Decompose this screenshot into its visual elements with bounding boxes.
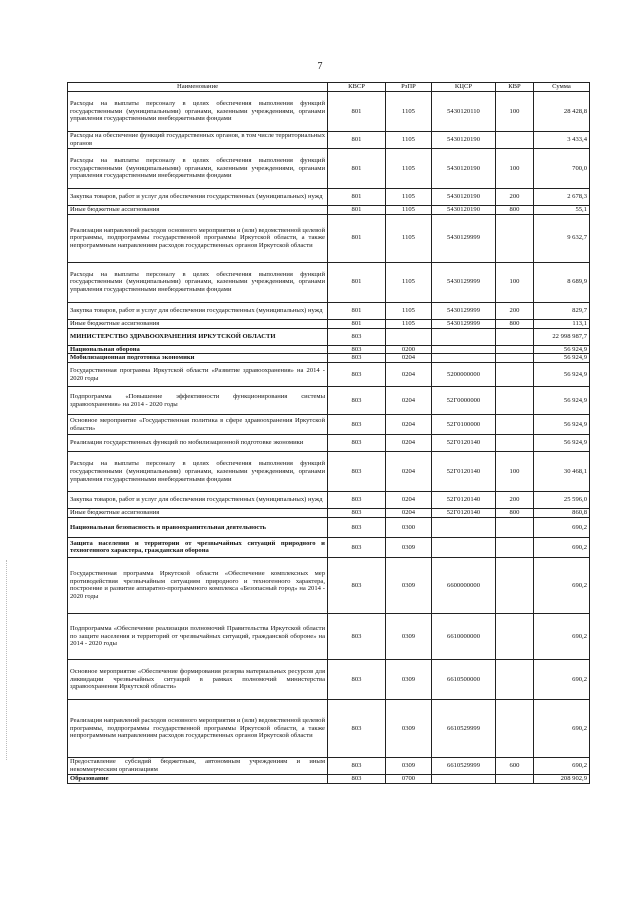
cell-kvsr: 803 [328, 387, 386, 415]
cell-kcsr: 6610529999 [432, 757, 496, 774]
cell-name: Подпрограмма «Обеспечение реализации полномочий Правительства Иркутской области по защите населения и территорий от чрезвычайных ситуаций, гражданской обороне» на 2014 - 2020 годы [68, 613, 328, 659]
cell-kvr: 600 [496, 757, 534, 774]
cell-kcsr: 5430120190 [432, 189, 496, 206]
cell-kvr [496, 363, 534, 387]
cell-kcsr: 52Г0120140 [432, 435, 496, 452]
cell-kcsr: 6600000000 [432, 557, 496, 613]
cell-name: Предоставление субсидий бюджетным, автономным учреждениям и иным некоммерческим организациям [68, 757, 328, 774]
cell-rzpr: 0204 [386, 492, 432, 509]
table-row [68, 149, 590, 189]
cell-kvsr: 801 [328, 189, 386, 206]
cell-kcsr [432, 345, 496, 354]
cell-kvsr: 803 [328, 774, 386, 783]
cell-kcsr: 5430129999 [432, 214, 496, 262]
cell-kvsr: 803 [328, 699, 386, 757]
table-row [68, 517, 590, 537]
cell-kcsr: 6610500000 [432, 659, 496, 699]
table-row [68, 699, 590, 757]
cell-sum: 25 596,0 [534, 492, 590, 509]
header-kvsr: КВСР [328, 83, 386, 92]
table-row [68, 262, 590, 302]
cell-kvsr: 803 [328, 613, 386, 659]
cell-kvr [496, 387, 534, 415]
table-row [68, 328, 590, 345]
table-row [68, 206, 590, 215]
cell-kvsr: 803 [328, 328, 386, 345]
cell-kcsr: 6610000000 [432, 613, 496, 659]
table-body [68, 92, 590, 784]
cell-rzpr: 1105 [386, 149, 432, 189]
cell-rzpr: 0204 [386, 387, 432, 415]
cell-name: Закупка товаров, работ и услуг для обеспечения государственных (муниципальных) нужд [68, 302, 328, 319]
cell-kvsr: 801 [328, 214, 386, 262]
table-row [68, 435, 590, 452]
cell-rzpr: 0309 [386, 537, 432, 557]
table-row [68, 387, 590, 415]
cell-kvsr: 801 [328, 92, 386, 132]
cell-kvsr: 803 [328, 659, 386, 699]
header-sum: Сумма [534, 83, 590, 92]
cell-kvr [496, 345, 534, 354]
header-kcsr: КЦСР [432, 83, 496, 92]
cell-kcsr: 52Г0120140 [432, 509, 496, 518]
cell-name: Закупка товаров, работ и услуг для обеспечения государственных (муниципальных) нужд [68, 492, 328, 509]
cell-kvsr: 803 [328, 517, 386, 537]
cell-kcsr [432, 517, 496, 537]
cell-name: Иные бюджетные ассигнования [68, 319, 328, 328]
cell-sum: 56 924,9 [534, 363, 590, 387]
cell-kvsr: 801 [328, 302, 386, 319]
budget-table [67, 82, 590, 784]
cell-kvr [496, 659, 534, 699]
cell-sum: 690,2 [534, 557, 590, 613]
cell-rzpr: 1105 [386, 319, 432, 328]
cell-name: Расходы на выплаты персоналу в целях обеспечения выполнения функций государственными (муниципальными) органами, казенными учреждениями, органами управления государственными внебюджетными фондами [68, 92, 328, 132]
table-row [68, 302, 590, 319]
cell-name: Закупка товаров, работ и услуг для обеспечения государственных (муниципальных) нужд [68, 189, 328, 206]
cell-sum: 690,2 [534, 613, 590, 659]
cell-name: Мобилизационная подготовка экономики [68, 354, 328, 363]
cell-sum: 829,7 [534, 302, 590, 319]
header-row [68, 83, 590, 92]
cell-kcsr: 5430120110 [432, 92, 496, 132]
cell-kcsr: 5430129999 [432, 302, 496, 319]
cell-kcsr: 52Г0000000 [432, 387, 496, 415]
cell-kcsr: 6610529999 [432, 699, 496, 757]
table-row [68, 774, 590, 783]
cell-kcsr [432, 328, 496, 345]
cell-name: Реализация государственных функций по мобилизационной подготовке экономики [68, 435, 328, 452]
cell-kvr [496, 557, 534, 613]
cell-rzpr: 1105 [386, 206, 432, 215]
table-row [68, 354, 590, 363]
table-row [68, 659, 590, 699]
cell-kvr: 800 [496, 509, 534, 518]
cell-kvr: 200 [496, 302, 534, 319]
cell-sum: 30 468,1 [534, 452, 590, 492]
cell-kvr: 200 [496, 492, 534, 509]
cell-sum: 8 689,9 [534, 262, 590, 302]
cell-kcsr: 5430129999 [432, 319, 496, 328]
table-row [68, 214, 590, 262]
cell-kcsr: 5430120190 [432, 206, 496, 215]
cell-kcsr: 52Г0120140 [432, 492, 496, 509]
cell-sum: 690,2 [534, 659, 590, 699]
cell-kvsr: 803 [328, 435, 386, 452]
cell-sum: 113,1 [534, 319, 590, 328]
table-row [68, 613, 590, 659]
cell-name: Реализация направлений расходов основного мероприятия и (или) ведомственной целевой программы, подпрограммы государственной программы Иркутской области, а также непрограммным направлениям расходов государственных органов Иркутской области [68, 214, 328, 262]
cell-rzpr: 0204 [386, 415, 432, 435]
cell-kvsr: 803 [328, 557, 386, 613]
cell-sum: 9 632,7 [534, 214, 590, 262]
cell-sum: 208 902,9 [534, 774, 590, 783]
cell-kvr: 200 [496, 189, 534, 206]
cell-rzpr: 1105 [386, 302, 432, 319]
cell-name: Подпрограмма «Повышение эффективности функционирования системы здравоохранения» на 2014 - 2020 годы [68, 387, 328, 415]
table-row [68, 557, 590, 613]
cell-kcsr [432, 774, 496, 783]
cell-rzpr: 0309 [386, 659, 432, 699]
cell-kvr: 100 [496, 262, 534, 302]
cell-sum: 860,8 [534, 509, 590, 518]
cell-name: Образование [68, 774, 328, 783]
cell-kvsr: 803 [328, 492, 386, 509]
cell-kvr: 800 [496, 319, 534, 328]
cell-name: Расходы на выплаты персоналу в целях обеспечения выполнения функций государственными (муниципальными) органами, казенными учреждениями, органами управления государственными внебюджетными фондами [68, 452, 328, 492]
cell-kvr: 100 [496, 452, 534, 492]
cell-kvsr: 803 [328, 509, 386, 518]
table-row [68, 92, 590, 132]
cell-kcsr [432, 354, 496, 363]
cell-kvr [496, 517, 534, 537]
cell-sum: 56 924,9 [534, 345, 590, 354]
cell-kvr [496, 415, 534, 435]
cell-kvsr: 803 [328, 757, 386, 774]
cell-rzpr: 0309 [386, 557, 432, 613]
cell-kvr [496, 774, 534, 783]
cell-kvr [496, 699, 534, 757]
cell-kvr [496, 613, 534, 659]
cell-sum: 56 924,9 [534, 354, 590, 363]
scan-margin-mark [6, 560, 9, 760]
cell-rzpr: 0204 [386, 354, 432, 363]
cell-sum: 22 998 987,7 [534, 328, 590, 345]
cell-kcsr: 5200000000 [432, 363, 496, 387]
cell-rzpr: 1105 [386, 262, 432, 302]
cell-rzpr: 0309 [386, 613, 432, 659]
cell-name: Основное мероприятие «Государственная политика в сфере здравоохранения Иркутской области» [68, 415, 328, 435]
cell-name: Национальная оборона [68, 345, 328, 354]
table-row [68, 452, 590, 492]
cell-kvr [496, 328, 534, 345]
cell-rzpr: 0309 [386, 757, 432, 774]
cell-name: Государственная программа Иркутской области «Обеспечение комплексных мер противодействия чрезвычайным ситуациям природного и техногенного характера, построение и развитие аппаратно-программного комплекса «Безопасный город» на 2014 - 2020 годы [68, 557, 328, 613]
cell-rzpr: 1105 [386, 214, 432, 262]
table-row [68, 537, 590, 557]
table-row [68, 132, 590, 149]
header-rzpr: РзПР [386, 83, 432, 92]
cell-sum: 690,2 [534, 757, 590, 774]
cell-sum: 690,2 [534, 537, 590, 557]
header-kvr: КВР [496, 83, 534, 92]
header-name: Наименование [68, 83, 328, 92]
cell-kvr [496, 132, 534, 149]
cell-rzpr: 0300 [386, 517, 432, 537]
cell-kvr [496, 435, 534, 452]
cell-kvr: 100 [496, 149, 534, 189]
table-row [68, 509, 590, 518]
cell-name: Расходы на выплаты персоналу в целях обеспечения выполнения функций государственными (муниципальными) органами, казенными учреждениями, органами управления государственными внебюджетными фондами [68, 262, 328, 302]
cell-name: Основное мероприятие «Обеспечение формирования резерва материальных ресурсов для ликвидации чрезвычайных ситуаций в рамках полномочий министерства здравоохранения Иркутской области» [68, 659, 328, 699]
table-row [68, 415, 590, 435]
cell-name: МИНИСТЕРСТВО ЗДРАВООХРАНЕНИЯ ИРКУТСКОЙ ОБЛАСТИ [68, 328, 328, 345]
cell-rzpr: 0204 [386, 435, 432, 452]
cell-kvsr: 803 [328, 345, 386, 354]
cell-name: Реализация направлений расходов основного мероприятия и (или) ведомственной целевой программы, подпрограммы государственной программы Иркутской области, а также непрограммным направлениям расходов государственных органов Иркутской области [68, 699, 328, 757]
cell-kvsr: 801 [328, 262, 386, 302]
cell-kvr: 800 [496, 206, 534, 215]
cell-kcsr: 52Г0100000 [432, 415, 496, 435]
table-row [68, 189, 590, 206]
cell-rzpr: 0204 [386, 509, 432, 518]
cell-kvsr: 803 [328, 415, 386, 435]
table-row [68, 363, 590, 387]
cell-kvsr: 801 [328, 206, 386, 215]
cell-name: Национальная безопасность и правоохранительная деятельность [68, 517, 328, 537]
cell-name: Расходы на обеспечение функций государственных органов, в том числе территориальных органов [68, 132, 328, 149]
cell-rzpr [386, 328, 432, 345]
cell-name: Иные бюджетные ассигнования [68, 206, 328, 215]
table-row [68, 345, 590, 354]
cell-kvr: 100 [496, 92, 534, 132]
cell-kvsr: 801 [328, 319, 386, 328]
cell-rzpr: 1105 [386, 132, 432, 149]
cell-kvr [496, 214, 534, 262]
cell-kvsr: 803 [328, 452, 386, 492]
cell-name: Защита населения и территории от чрезвычайных ситуаций природного и техногенного характера, гражданская оборона [68, 537, 328, 557]
cell-kvsr: 803 [328, 537, 386, 557]
cell-kcsr: 52Г0120140 [432, 452, 496, 492]
table-row [68, 319, 590, 328]
cell-kvr [496, 354, 534, 363]
cell-sum: 2 678,3 [534, 189, 590, 206]
cell-name: Государственная программа Иркутской области «Развитие здравоохранения» на 2014 - 2020 годы [68, 363, 328, 387]
cell-kvsr: 803 [328, 354, 386, 363]
cell-name: Иные бюджетные ассигнования [68, 509, 328, 518]
cell-kvsr: 801 [328, 149, 386, 189]
cell-kcsr: 5430129999 [432, 262, 496, 302]
cell-name: Расходы на выплаты персоналу в целях обеспечения выполнения функций государственными (муниципальными) органами, казенными учреждениями, органами управления государственными внебюджетными фондами [68, 149, 328, 189]
cell-rzpr: 1105 [386, 92, 432, 132]
cell-rzpr: 0700 [386, 774, 432, 783]
cell-kvr [496, 537, 534, 557]
cell-sum: 56 924,9 [534, 387, 590, 415]
table-header [68, 83, 590, 92]
cell-kvsr: 803 [328, 363, 386, 387]
cell-sum: 700,0 [534, 149, 590, 189]
cell-rzpr: 0200 [386, 345, 432, 354]
cell-sum: 690,2 [534, 699, 590, 757]
cell-rzpr: 0204 [386, 452, 432, 492]
cell-rzpr: 1105 [386, 189, 432, 206]
cell-sum: 56 924,9 [534, 415, 590, 435]
cell-sum: 3 433,4 [534, 132, 590, 149]
cell-kcsr: 5430120190 [432, 132, 496, 149]
cell-kvsr: 801 [328, 132, 386, 149]
page-number: 7 [317, 61, 323, 72]
cell-kcsr: 5430120190 [432, 149, 496, 189]
cell-rzpr: 0204 [386, 363, 432, 387]
table-row [68, 492, 590, 509]
cell-rzpr: 0309 [386, 699, 432, 757]
cell-kcsr [432, 537, 496, 557]
cell-sum: 55,1 [534, 206, 590, 215]
cell-sum: 690,2 [534, 517, 590, 537]
cell-sum: 28 428,8 [534, 92, 590, 132]
table-row [68, 757, 590, 774]
cell-sum: 56 924,9 [534, 435, 590, 452]
